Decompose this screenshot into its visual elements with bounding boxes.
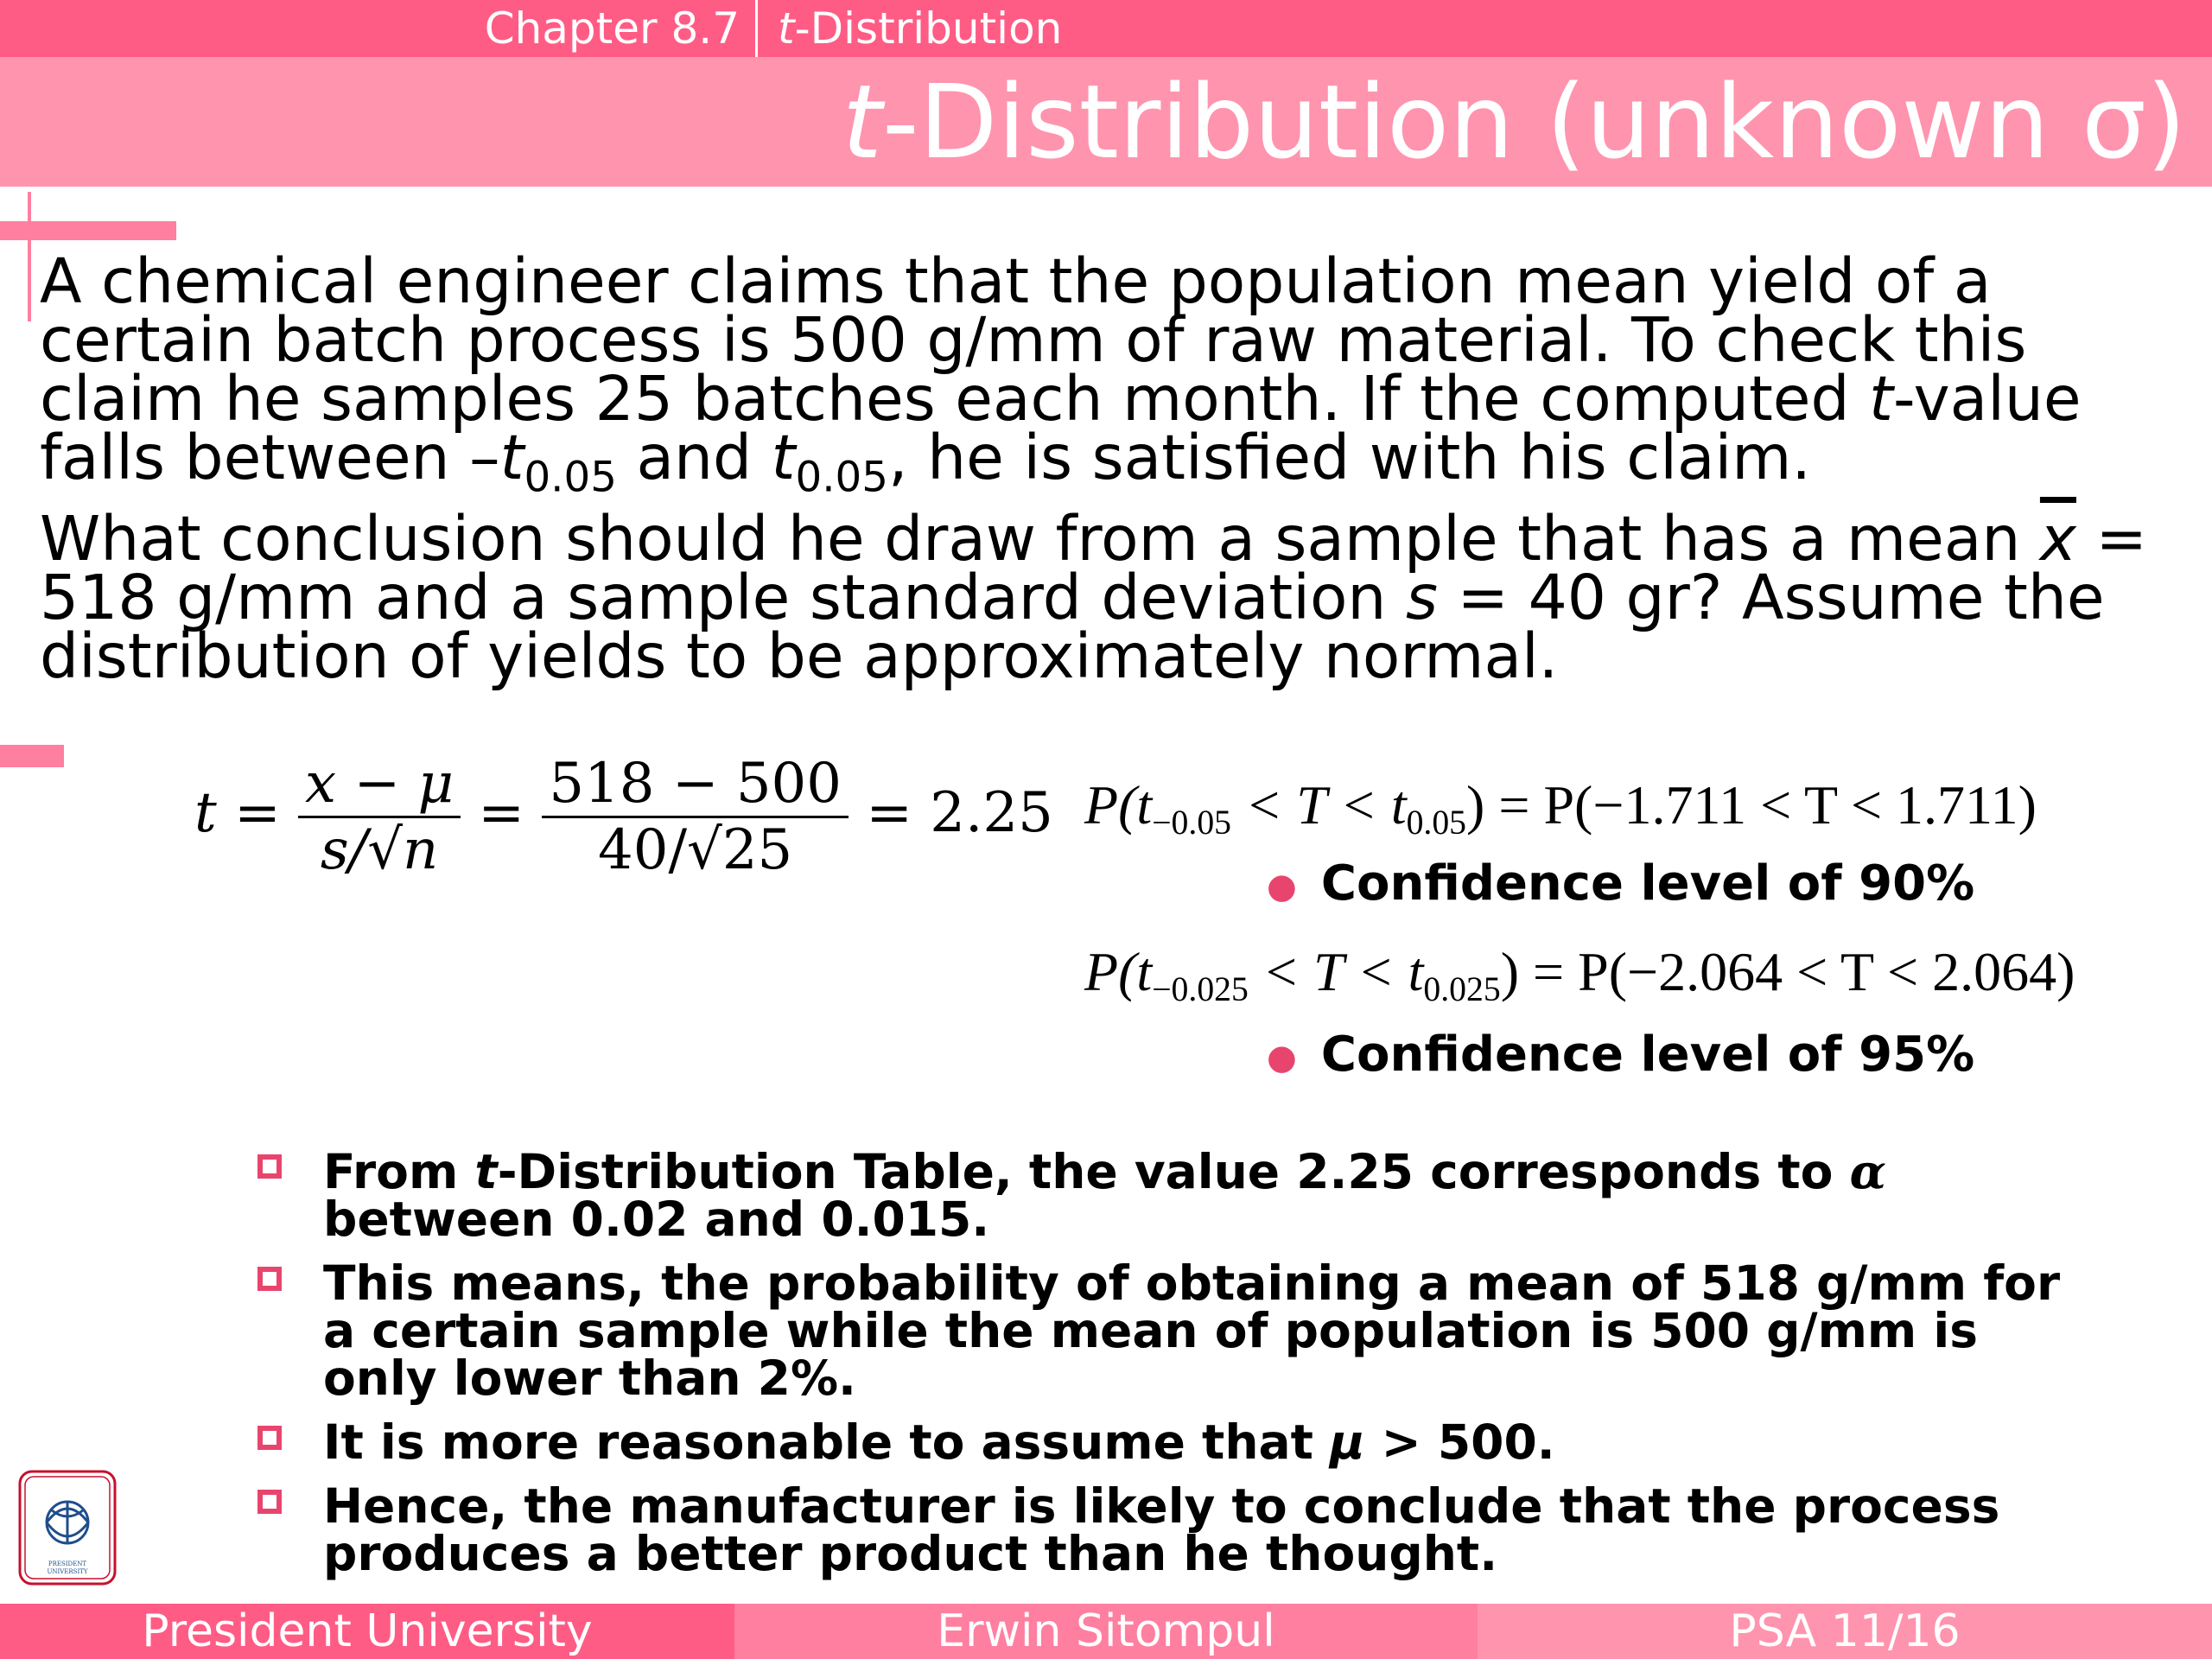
question-line-1: What conclusion should he draw from a sample that has a mean $\overline{x}$ = xyxy=(40,503,2148,575)
formula-fraction-numeric xyxy=(542,752,849,882)
decor-bar-vertical xyxy=(28,192,31,321)
section-label xyxy=(778,0,1062,57)
problem-line-4: falls between $-t_{0.05}$ and $t_{0.05}$, he is satisfied with his claim. xyxy=(40,422,1811,502)
formula-equals: = xyxy=(478,781,524,845)
svg-text:UNIVERSITY: UNIVERSITY xyxy=(47,1568,88,1575)
footer-author: Erwin Sitompul xyxy=(734,1604,1478,1659)
t-formula xyxy=(194,752,1053,882)
problem-line-1: A chemical engineer claims that the population mean yield of a xyxy=(40,245,1992,317)
bullet-1: From t-Distribution Table, the value 2.25 corresponds to α between 0.02 and 0.015. xyxy=(259,1147,2160,1243)
fraction-denominator-numeric: 40/√25 xyxy=(598,818,793,882)
president-university-logo xyxy=(17,1469,118,1586)
bullet-dot-icon: ● xyxy=(1267,866,1297,906)
decor-bar-small xyxy=(0,745,64,767)
square-bullet-icon xyxy=(257,1490,282,1514)
bullet-2: This means, the probability of obtaining a mean of 518 g/mm for a certain sample while the mean of population is 500 g/mm is only lower than 2%. xyxy=(259,1260,2160,1402)
fraction-numerator-numeric: 518 − 500 xyxy=(542,752,849,818)
header-divider xyxy=(755,0,758,57)
question-line-2: 518 g/mm and a sample standard deviation s = 40 gr? Assume the xyxy=(40,562,2105,633)
fraction-denominator: s/√n xyxy=(320,818,439,882)
fraction-numerator: x − μ xyxy=(298,752,461,818)
formula-fraction-symbolic xyxy=(298,752,461,882)
svg-text:PRESIDENT: PRESIDENT xyxy=(48,1560,87,1567)
square-bullet-icon xyxy=(257,1426,282,1450)
section-italic: t xyxy=(778,3,795,54)
title-italic: t xyxy=(842,62,882,181)
confidence-95: ● Confidence level of 95% xyxy=(1267,1027,1975,1083)
decor-bar-horizontal xyxy=(0,221,176,240)
square-bullet-icon xyxy=(257,1154,282,1179)
problem-question xyxy=(40,503,2183,692)
square-bullet-icon xyxy=(257,1267,282,1291)
bullet-3: It is more reasonable to assume that μ > 500. xyxy=(259,1419,2160,1466)
question-line-3: distribution of yields to be approximately normal. xyxy=(40,620,1559,692)
footer-university: President University xyxy=(0,1604,734,1659)
title-rest: -Distribution (unknown σ) xyxy=(881,62,2186,181)
probability-95: $P(t_{-0.025} < T < t_{0.025}) = P(-2.064 < T < 2.064)$ xyxy=(1084,941,2075,1008)
bullet-4: Hence, the manufacturer is likely to conclude that the process produces a better product than he thought. xyxy=(259,1483,2160,1578)
chapter-label: Chapter 8.7 xyxy=(484,3,740,54)
bullet-dot-icon: ● xyxy=(1267,1037,1297,1077)
confidence-90: ● Confidence level of 90% xyxy=(1267,855,1975,912)
probability-90: $P(t_{-0.05} < T < t_{0.05}) = P(-1.711 < T < 1.711)$ xyxy=(1084,774,2037,842)
formula-lhs: t = xyxy=(194,781,281,845)
problem-statement xyxy=(40,245,2183,502)
section-rest: -Distribution xyxy=(794,3,1063,54)
page-title xyxy=(842,57,2186,187)
problem-line-3: claim he samples 25 batches each month. If the computed t-value xyxy=(40,363,2082,435)
footer-page: PSA 11/16 xyxy=(1478,1604,2212,1659)
formula-result: = 2.25 xyxy=(866,781,1053,845)
problem-line-2: certain batch process is 500 g/mm of raw material. To check this xyxy=(40,304,2027,376)
